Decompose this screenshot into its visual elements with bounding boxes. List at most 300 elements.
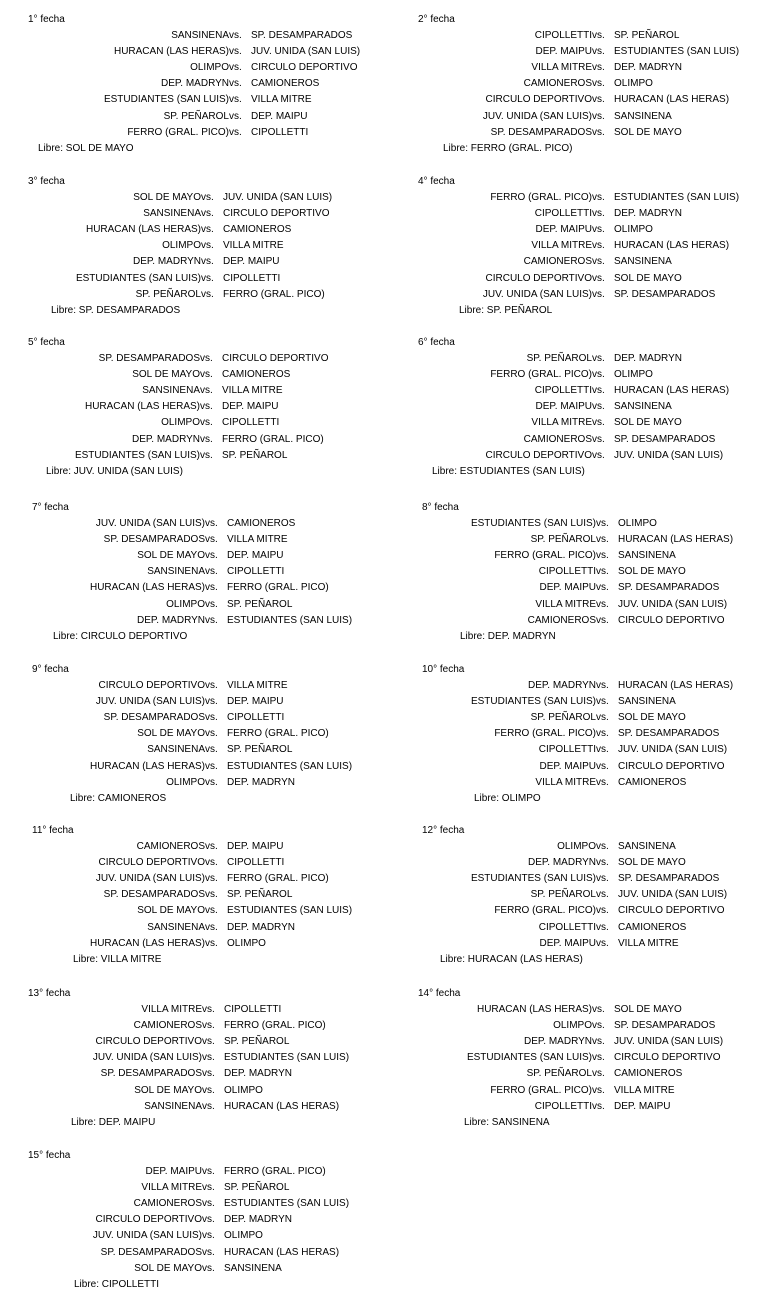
- match-row: [422, 938, 775, 950]
- away-team: CAMIONEROS: [614, 1068, 683, 1080]
- home-team: VILLA MITRE: [531, 417, 592, 429]
- match-row: [28, 417, 408, 429]
- home-team: DEP. MAIPU: [535, 401, 592, 413]
- home-team: CIPOLLETTI: [538, 744, 596, 756]
- away-team: SP. DESAMPARADOS: [618, 873, 720, 885]
- fecha-title: 13° fecha: [28, 988, 71, 999]
- vs-separator: vs.: [596, 921, 609, 933]
- match-row: [418, 1004, 775, 1016]
- vs-separator: vs.: [205, 857, 218, 869]
- home-team: DEP. MAIPU: [539, 582, 596, 594]
- home-team: JUV. UNIDA (SAN LUIS): [482, 110, 592, 122]
- away-team: DEP. MADRYN: [224, 1068, 292, 1080]
- home-team: SP. DESAMPARADOS: [103, 534, 205, 546]
- match-row: [32, 680, 412, 692]
- away-team: SANSINENA: [614, 256, 672, 268]
- away-team: SOL DE MAYO: [614, 1004, 682, 1015]
- libre-team: VILLA MITRE: [100, 953, 162, 965]
- match-row: [418, 78, 775, 90]
- home-team: SP. PEÑAROL: [530, 712, 596, 724]
- vs-separator: vs.: [200, 449, 213, 461]
- home-team: SOL DE MAYO: [137, 728, 205, 740]
- vs-separator: vs.: [592, 78, 605, 90]
- home-team: ESTUDIANTES (SAN LUIS): [470, 518, 596, 529]
- libre-team: HURACAN (LAS HERAS): [467, 953, 583, 965]
- fecha-block: [32, 502, 412, 652]
- home-team: SANSINENA: [143, 208, 201, 220]
- away-team: DEP. MADRYN: [227, 921, 295, 933]
- match-row: [28, 353, 408, 365]
- match-row: [32, 728, 412, 740]
- fecha-title: 12° fecha: [422, 825, 465, 836]
- home-team: SOL DE MAYO: [134, 1084, 202, 1096]
- vs-separator: vs.: [229, 110, 242, 122]
- fecha-title: 6° fecha: [418, 337, 455, 348]
- home-team: SP. DESAMPARADOS: [103, 712, 205, 724]
- home-team: DEP. MAIPU: [539, 937, 596, 949]
- libre-label: Libre:: [51, 304, 77, 316]
- away-team: DEP. MAIPU: [223, 256, 280, 268]
- match-row: [422, 761, 775, 773]
- vs-separator: vs.: [596, 680, 609, 691]
- vs-separator: vs.: [592, 1052, 605, 1064]
- home-team: CIPOLLETTI: [534, 208, 592, 220]
- away-team: CAMIONEROS: [223, 224, 292, 236]
- vs-separator: vs.: [202, 1004, 215, 1015]
- vs-separator: vs.: [592, 433, 605, 445]
- away-team: SP. PEÑAROL: [227, 744, 293, 756]
- home-team: CAMIONEROS: [523, 433, 592, 445]
- vs-separator: vs.: [200, 417, 213, 429]
- home-team: CIRCULO DEPORTIVO: [485, 449, 592, 461]
- libre-row: [443, 143, 572, 155]
- vs-separator: vs.: [202, 1246, 215, 1258]
- away-team: CIPOLLETTI: [227, 857, 285, 869]
- away-team: VILLA MITRE: [227, 680, 288, 691]
- libre-team: ESTUDIANTES (SAN LUIS): [459, 465, 585, 477]
- libre-label: Libre:: [460, 630, 486, 642]
- libre-team: SP. DESAMPARADOS: [78, 304, 181, 316]
- home-team: CIRCULO DEPORTIVO: [95, 1214, 202, 1226]
- home-team: HURACAN (LAS HERAS): [85, 224, 201, 236]
- home-team: VILLA MITRE: [141, 1004, 202, 1015]
- home-team: SOL DE MAYO: [133, 192, 201, 203]
- match-row: [28, 1004, 408, 1016]
- away-team: ESTUDIANTES (SAN LUIS): [224, 1198, 350, 1210]
- vs-separator: vs.: [202, 1100, 215, 1112]
- home-team: DEP. MAIPU: [145, 1166, 202, 1177]
- away-team: FERRO (GRAL. PICO): [223, 288, 325, 300]
- match-row: [28, 1263, 408, 1275]
- match-row: [418, 1085, 775, 1097]
- match-row: [28, 434, 408, 446]
- libre-row: [46, 466, 183, 478]
- fecha-block: [32, 664, 412, 814]
- away-team: SP. DESAMPARADOS: [618, 728, 720, 740]
- vs-separator: vs.: [229, 62, 242, 74]
- home-team: JUV. UNIDA (SAN LUIS): [95, 696, 205, 708]
- home-team: SP. PEÑAROL: [530, 889, 596, 901]
- fecha-title: 5° fecha: [28, 337, 65, 348]
- fecha-block: [418, 14, 775, 164]
- vs-separator: vs.: [596, 728, 609, 740]
- match-row: [422, 857, 775, 869]
- away-team: DEP. MAIPU: [251, 110, 308, 122]
- libre-label: Libre:: [440, 953, 466, 965]
- match-row: [28, 1247, 408, 1259]
- match-row: [28, 1068, 408, 1080]
- home-team: FERRO (GRAL. PICO): [490, 369, 592, 381]
- match-row: [28, 289, 408, 301]
- home-team: HURACAN (LAS HERAS): [89, 760, 205, 772]
- fecha-block: [28, 988, 408, 1138]
- home-team: HURACAN (LAS HERAS): [89, 582, 205, 594]
- match-row: [28, 46, 408, 58]
- away-team: HURACAN (LAS HERAS): [224, 1100, 340, 1112]
- home-team: SOL DE MAYO: [137, 550, 205, 562]
- match-row: [422, 841, 775, 853]
- fecha-block: [28, 14, 408, 164]
- libre-row: [71, 1117, 155, 1129]
- away-team: JUV. UNIDA (SAN LUIS): [223, 192, 333, 203]
- vs-separator: vs.: [229, 78, 242, 90]
- match-row: [418, 450, 775, 462]
- match-row: [418, 1036, 775, 1048]
- home-team: CAMIONEROS: [136, 841, 205, 852]
- match-row: [418, 1101, 775, 1113]
- match-row: [32, 518, 412, 530]
- fecha-block: [418, 988, 775, 1138]
- vs-separator: vs.: [592, 1100, 605, 1112]
- fecha-title: 3° fecha: [28, 176, 65, 187]
- away-team: FERRO (GRAL. PICO): [222, 433, 324, 445]
- home-team: CIRCULO DEPORTIVO: [98, 680, 205, 691]
- match-row: [422, 696, 775, 708]
- away-team: CIRCULO DEPORTIVO: [223, 208, 330, 220]
- away-team: SP. PEÑAROL: [227, 598, 293, 610]
- match-row: [32, 873, 412, 885]
- libre-row: [432, 466, 585, 478]
- home-team: HURACAN (LAS HERAS): [84, 401, 200, 413]
- match-row: [418, 369, 775, 381]
- home-team: DEP. MADRYN: [132, 433, 200, 445]
- away-team: FERRO (GRAL. PICO): [227, 873, 329, 885]
- home-team: DEP. MADRYN: [133, 256, 201, 268]
- vs-separator: vs.: [229, 46, 242, 58]
- away-team: OLIMPO: [224, 1084, 263, 1096]
- away-team: JUV. UNIDA (SAN LUIS): [614, 1036, 724, 1048]
- away-team: SP. PEÑAROL: [222, 449, 288, 461]
- libre-row: [53, 631, 187, 643]
- away-team: DEP. MADRYN: [614, 208, 682, 220]
- vs-separator: vs.: [596, 696, 609, 708]
- away-team: DEP. MAIPU: [614, 1100, 671, 1112]
- match-row: [28, 94, 408, 106]
- vs-separator: vs.: [205, 760, 218, 772]
- vs-separator: vs.: [592, 240, 605, 252]
- away-team: CAMIONEROS: [227, 518, 296, 529]
- vs-separator: vs.: [201, 240, 214, 252]
- away-team: HURACAN (LAS HERAS): [618, 534, 734, 546]
- away-team: SP. DESAMPARADOS: [251, 30, 353, 41]
- vs-separator: vs.: [229, 126, 242, 138]
- home-team: SP. PEÑAROL: [163, 110, 229, 122]
- away-team: SP. PEÑAROL: [224, 1036, 290, 1048]
- away-team: SP. PEÑAROL: [614, 30, 680, 41]
- fecha-title: 9° fecha: [32, 664, 69, 675]
- away-team: SOL DE MAYO: [618, 857, 686, 869]
- vs-separator: vs.: [205, 921, 218, 933]
- home-team: ESTUDIANTES (SAN LUIS): [75, 272, 201, 284]
- match-row: [28, 111, 408, 123]
- home-team: OLIMPO: [557, 841, 596, 852]
- away-team: FERRO (GRAL. PICO): [227, 582, 329, 594]
- home-team: SP. DESAMPARADOS: [100, 1246, 202, 1258]
- home-team: VILLA MITRE: [531, 62, 592, 74]
- vs-separator: vs.: [201, 288, 214, 300]
- vs-separator: vs.: [200, 433, 213, 445]
- fecha-title: 4° fecha: [418, 176, 455, 187]
- libre-row: [51, 305, 180, 317]
- vs-separator: vs.: [205, 680, 218, 691]
- away-team: DEP. MADRYN: [224, 1214, 292, 1226]
- away-team: JUV. UNIDA (SAN LUIS): [618, 889, 728, 901]
- home-team: SP. PEÑAROL: [530, 534, 596, 546]
- away-team: FERRO (GRAL. PICO): [224, 1020, 326, 1032]
- away-team: JUV. UNIDA (SAN LUIS): [251, 46, 361, 58]
- home-team: DEP. MADRYN: [528, 857, 596, 869]
- match-row: [422, 744, 775, 756]
- fecha-block: [28, 337, 408, 487]
- away-team: DEP. MAIPU: [227, 550, 284, 562]
- match-row: [28, 1214, 408, 1226]
- away-team: OLIMPO: [224, 1230, 263, 1242]
- libre-label: Libre:: [71, 1116, 97, 1128]
- away-team: HURACAN (LAS HERAS): [224, 1246, 340, 1258]
- home-team: DEP. MADRYN: [161, 78, 229, 90]
- vs-separator: vs.: [592, 369, 605, 381]
- vs-separator: vs.: [205, 937, 218, 949]
- away-team: CAMIONEROS: [222, 369, 291, 381]
- away-team: HURACAN (LAS HERAS): [614, 240, 730, 252]
- libre-label: Libre:: [46, 465, 72, 477]
- away-team: DEP. MADRYN: [614, 353, 682, 364]
- away-team: CIRCULO DEPORTIVO: [222, 353, 329, 364]
- vs-separator: vs.: [592, 449, 605, 461]
- vs-separator: vs.: [229, 94, 242, 106]
- match-row: [32, 534, 412, 546]
- vs-separator: vs.: [592, 224, 605, 236]
- fecha-block: [422, 664, 775, 814]
- home-team: SP. PEÑAROL: [526, 1068, 592, 1080]
- home-team: VILLA MITRE: [535, 776, 596, 788]
- vs-separator: vs.: [592, 1068, 605, 1080]
- match-row: [418, 208, 775, 220]
- away-team: CIPOLLETTI: [251, 126, 309, 138]
- match-row: [32, 712, 412, 724]
- away-team: OLIMPO: [614, 369, 653, 381]
- vs-separator: vs.: [596, 841, 609, 852]
- away-team: JUV. UNIDA (SAN LUIS): [618, 598, 728, 610]
- home-team: DEP. MADRYN: [528, 680, 596, 691]
- vs-separator: vs.: [202, 1020, 215, 1032]
- libre-label: Libre:: [459, 304, 485, 316]
- away-team: FERRO (GRAL. PICO): [227, 728, 329, 740]
- libre-team: JUV. UNIDA (SAN LUIS): [73, 465, 183, 477]
- libre-label: Libre:: [474, 792, 500, 804]
- libre-label: Libre:: [38, 142, 64, 154]
- away-team: SOL DE MAYO: [614, 126, 682, 138]
- home-team: DEP. MADRYN: [137, 614, 205, 626]
- match-row: [418, 111, 775, 123]
- away-team: CIPOLLETTI: [223, 272, 281, 284]
- home-team: FERRO (GRAL. PICO): [494, 550, 596, 562]
- away-team: CIPOLLETTI: [227, 566, 285, 578]
- match-row: [28, 62, 408, 74]
- libre-row: [440, 954, 583, 966]
- vs-separator: vs.: [596, 760, 609, 772]
- away-team: SP. DESAMPARADOS: [614, 288, 716, 300]
- away-team: HURACAN (LAS HERAS): [614, 94, 730, 106]
- match-row: [418, 1068, 775, 1080]
- home-team: CIRCULO DEPORTIVO: [95, 1036, 202, 1048]
- vs-separator: vs.: [592, 46, 605, 58]
- match-row: [418, 224, 775, 236]
- match-row: [32, 905, 412, 917]
- vs-separator: vs.: [596, 776, 609, 788]
- match-row: [418, 30, 775, 42]
- match-row: [422, 873, 775, 885]
- away-team: HURACAN (LAS HERAS): [618, 680, 734, 691]
- vs-separator: vs.: [596, 873, 609, 885]
- away-team: SOL DE MAYO: [618, 566, 686, 578]
- home-team: HURACAN (LAS HERAS): [476, 1004, 592, 1015]
- away-team: VILLA MITRE: [614, 1084, 675, 1096]
- away-team: CIRCULO DEPORTIVO: [251, 62, 358, 74]
- home-team: ESTUDIANTES (SAN LUIS): [470, 873, 596, 885]
- vs-separator: vs.: [200, 369, 213, 381]
- match-row: [418, 192, 775, 204]
- home-team: CAMIONEROS: [523, 78, 592, 90]
- libre-team: FERRO (GRAL. PICO): [470, 142, 573, 154]
- fecha-block: [28, 1150, 408, 1300]
- vs-separator: vs.: [592, 1004, 605, 1015]
- vs-separator: vs.: [200, 353, 213, 364]
- vs-separator: vs.: [596, 566, 609, 578]
- away-team: SANSINENA: [618, 696, 676, 708]
- home-team: FERRO (GRAL. PICO): [494, 905, 596, 917]
- vs-separator: vs.: [202, 1036, 215, 1048]
- fecha-block: [422, 825, 775, 975]
- match-row: [32, 889, 412, 901]
- vs-separator: vs.: [205, 776, 218, 788]
- away-team: JUV. UNIDA (SAN LUIS): [618, 744, 728, 756]
- vs-separator: vs.: [592, 272, 605, 284]
- home-team: CIPOLLETTI: [538, 566, 596, 578]
- vs-separator: vs.: [201, 192, 214, 203]
- match-row: [28, 1085, 408, 1097]
- home-team: FERRO (GRAL. PICO): [494, 728, 596, 740]
- libre-team: SANSINENA: [491, 1116, 550, 1128]
- away-team: SANSINENA: [618, 841, 676, 852]
- match-row: [32, 599, 412, 611]
- away-team: CAMIONEROS: [251, 78, 320, 90]
- away-team: JUV. UNIDA (SAN LUIS): [614, 449, 724, 461]
- match-row: [28, 78, 408, 90]
- away-team: OLIMPO: [618, 518, 657, 529]
- vs-separator: vs.: [202, 1068, 215, 1080]
- home-team: SP. DESAMPARADOS: [100, 1068, 202, 1080]
- home-team: FERRO (GRAL. PICO): [490, 1084, 592, 1096]
- match-row: [418, 401, 775, 413]
- vs-separator: vs.: [596, 744, 609, 756]
- match-row: [418, 353, 775, 365]
- away-team: VILLA MITRE: [222, 385, 283, 397]
- home-team: SP. DESAMPARADOS: [103, 889, 205, 901]
- home-team: CIRCULO DEPORTIVO: [485, 272, 592, 284]
- vs-separator: vs.: [596, 518, 609, 529]
- home-team: FERRO (GRAL. PICO): [490, 192, 592, 203]
- home-team: OLIMPO: [161, 417, 200, 429]
- home-team: CIPOLLETTI: [534, 1100, 592, 1112]
- match-row: [418, 273, 775, 285]
- match-row: [28, 30, 408, 42]
- vs-separator: vs.: [596, 582, 609, 594]
- match-row: [28, 224, 408, 236]
- match-row: [32, 777, 412, 789]
- away-team: CIPOLLETTI: [227, 712, 285, 724]
- home-team: SP. PEÑAROL: [526, 353, 592, 364]
- vs-separator: vs.: [205, 744, 218, 756]
- home-team: CAMIONEROS: [133, 1020, 202, 1032]
- vs-separator: vs.: [205, 905, 218, 917]
- home-team: SOL DE MAYO: [132, 369, 200, 381]
- match-row: [28, 1198, 408, 1210]
- home-team: VILLA MITRE: [531, 240, 592, 252]
- match-row: [28, 273, 408, 285]
- home-team: OLIMPO: [190, 62, 229, 74]
- vs-separator: vs.: [202, 1262, 215, 1274]
- libre-row: [38, 143, 134, 155]
- libre-row: [464, 1117, 550, 1129]
- match-row: [28, 450, 408, 462]
- away-team: VILLA MITRE: [618, 937, 679, 949]
- libre-row: [459, 305, 552, 317]
- vs-separator: vs.: [202, 1052, 215, 1064]
- home-team: SOL DE MAYO: [134, 1262, 202, 1274]
- home-team: SANSINENA: [142, 385, 200, 397]
- match-row: [422, 599, 775, 611]
- away-team: CIRCULO DEPORTIVO: [618, 905, 725, 917]
- away-team: ESTUDIANTES (SAN LUIS): [227, 905, 353, 917]
- vs-separator: vs.: [592, 192, 605, 203]
- match-row: [32, 922, 412, 934]
- home-team: ESTUDIANTES (SAN LUIS): [74, 449, 200, 461]
- vs-separator: vs.: [201, 272, 214, 284]
- libre-team: DEP. MAIPU: [98, 1116, 156, 1128]
- fecha-title: 10° fecha: [422, 664, 465, 675]
- libre-team: DEP. MADRYN: [487, 630, 556, 642]
- match-row: [422, 615, 775, 627]
- home-team: JUV. UNIDA (SAN LUIS): [92, 1230, 202, 1242]
- away-team: DEP. MAIPU: [227, 696, 284, 708]
- home-team: DEP. MAIPU: [539, 760, 596, 772]
- vs-separator: vs.: [596, 534, 609, 546]
- libre-team: SOL DE MAYO: [65, 142, 134, 154]
- fecha-title: 15° fecha: [28, 1150, 71, 1161]
- match-row: [28, 1182, 408, 1194]
- fecha-block: [28, 176, 408, 326]
